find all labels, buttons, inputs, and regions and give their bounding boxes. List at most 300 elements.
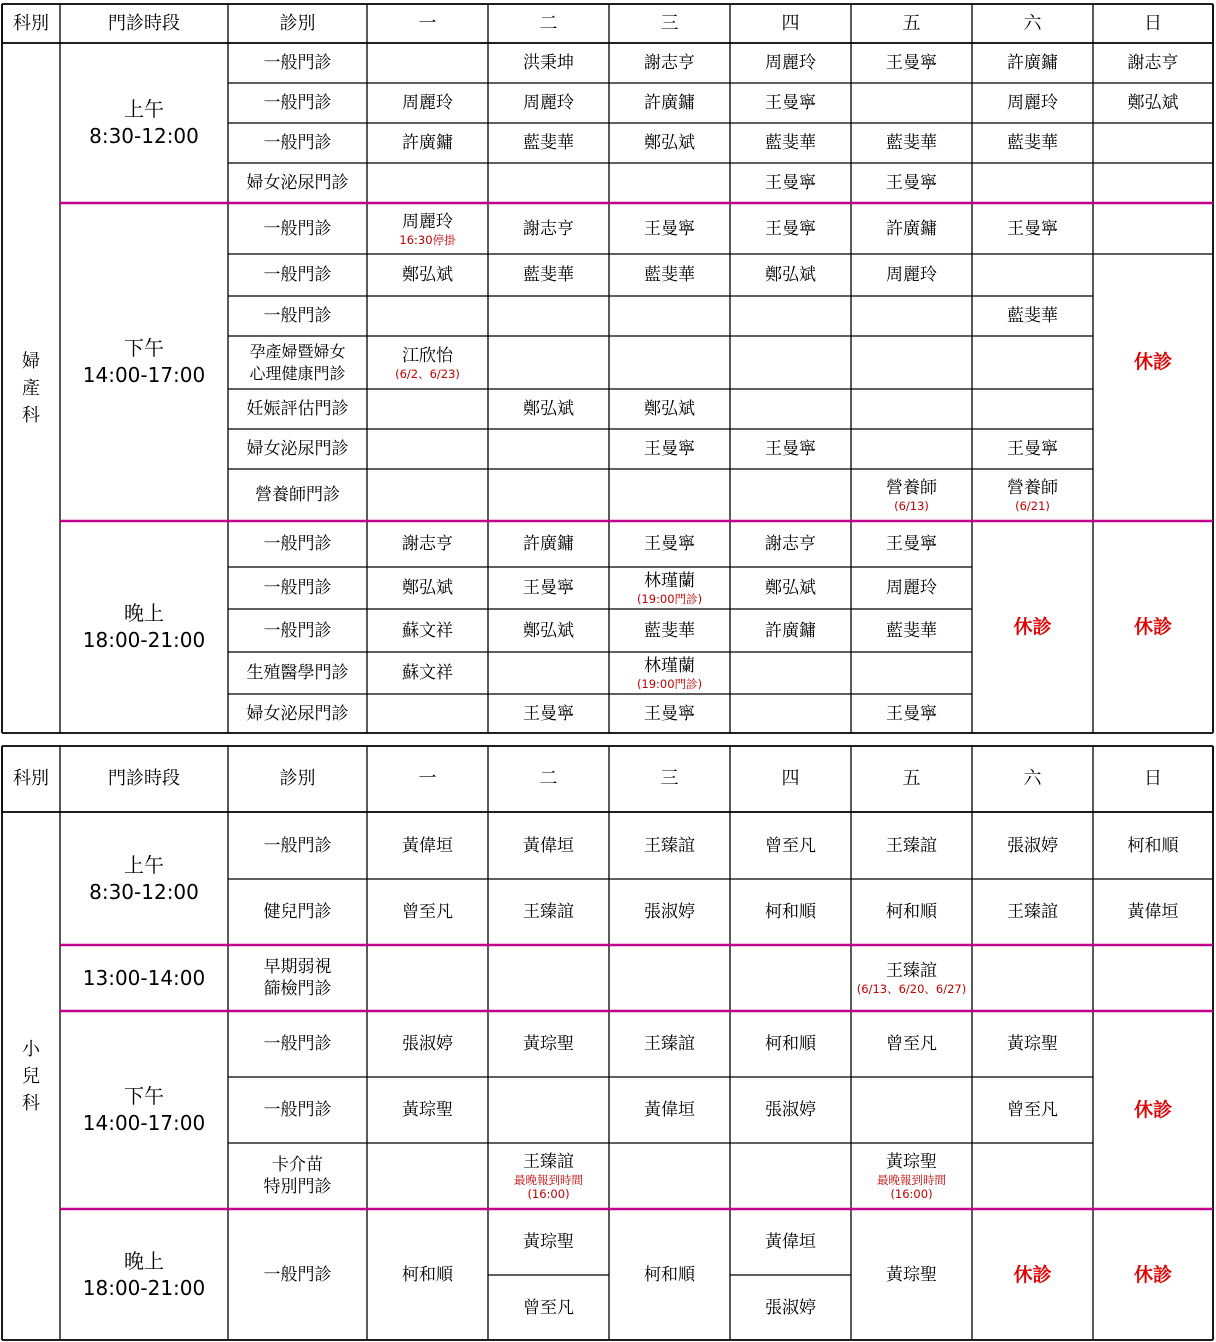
- clinic-type: 一般門診: [263, 218, 332, 239]
- doctor-name: 謝志亨: [402, 534, 453, 554]
- doctor-cell: [972, 1011, 1093, 1077]
- header-6: [730, 4, 851, 43]
- header-1: [60, 4, 228, 43]
- doctor-cell: [730, 123, 851, 163]
- doctor-cell: [609, 254, 730, 296]
- doctor-cell: [1093, 123, 1213, 163]
- doctor-name: 鄭弘斌: [402, 265, 453, 285]
- column-header: 三: [660, 12, 679, 34]
- column-header: 日: [1144, 12, 1162, 34]
- dept-name: [22, 1036, 40, 1117]
- doctor-name: 鄭弘斌: [1127, 93, 1179, 113]
- dept-name-line: 婦: [22, 350, 40, 372]
- doctor-cell: [488, 83, 609, 123]
- clinic-type-cell: [228, 1011, 367, 1077]
- doctor-cell: [609, 163, 730, 203]
- doctor-cell: [851, 1077, 972, 1143]
- clinic-type-cell: [228, 163, 367, 203]
- clinic-type-cell: [228, 567, 367, 609]
- header-2: [228, 746, 367, 812]
- doctor-name: 黃琮聖: [886, 1264, 937, 1285]
- doctor-name: 藍斐華: [886, 133, 937, 153]
- doctor-name: 許廣鏞: [886, 218, 937, 239]
- doctor-cell: [609, 1011, 730, 1077]
- clinic-type: 一般門診: [263, 53, 332, 73]
- doctor-name: 蘇文祥: [402, 663, 453, 683]
- doctor-name: 王曼寧: [886, 53, 937, 73]
- column-header: 二: [539, 12, 558, 34]
- clinic-type: 一般門診: [263, 265, 332, 285]
- header-0: [2, 746, 60, 812]
- doctor-cell: [851, 1011, 972, 1077]
- doctor-name: 謝志亨: [523, 218, 574, 239]
- doctor-name: 藍斐華: [644, 620, 695, 641]
- doctor-cell: [1093, 83, 1213, 123]
- doctor-name: 藍斐華: [523, 133, 574, 153]
- doctor-name: 鄭弘斌: [402, 578, 453, 598]
- column-header: 一: [418, 768, 437, 789]
- doctor-cell: [367, 43, 488, 83]
- doctor-cell: [367, 1011, 488, 1077]
- doctor-name: 王曼寧: [765, 93, 816, 113]
- doctor-name: 許廣鏞: [523, 534, 574, 554]
- doctor-cell: [367, 945, 488, 1011]
- doctor-name: 黃偉垣: [402, 835, 453, 856]
- doctor-cell: [851, 879, 972, 945]
- doctor-name: 王曼寧: [765, 439, 816, 459]
- doctor-cell: [730, 609, 851, 652]
- doctor-cell: [367, 521, 488, 567]
- doctor-cell: [488, 609, 609, 652]
- clinic-type-cell: [228, 694, 367, 733]
- doctor-note: (6/13、6/20、6/27): [856, 982, 967, 996]
- doctor-cell: [488, 812, 609, 879]
- doctor-name: 柯和順: [886, 902, 937, 922]
- slot-time: 14:00-17:00: [82, 363, 206, 387]
- doctor-name: 鄭弘斌: [765, 578, 816, 598]
- doctor-cell: [488, 254, 609, 296]
- doctor-cell: [609, 567, 730, 609]
- doctor-name: 許廣鏞: [1007, 53, 1058, 73]
- column-header: 一: [418, 12, 437, 34]
- closed-label: 休診: [1133, 1263, 1172, 1286]
- doctor-cell: [851, 1143, 972, 1209]
- slot-label: 晚上: [124, 1248, 164, 1273]
- clinic-type-cell: [228, 43, 367, 83]
- slot-label: 晚上: [124, 601, 164, 625]
- doctor-name: 王曼寧: [765, 218, 816, 239]
- doctor-cell: [851, 945, 972, 1011]
- doctor-name: 周麗玲: [886, 265, 937, 285]
- doctor-cell: [367, 1077, 488, 1143]
- doctor-cell: [972, 254, 1093, 296]
- doctor-name: 藍斐華: [523, 265, 574, 285]
- doctor-cell: [609, 879, 730, 945]
- doctor-name: 林瑾蘭: [644, 656, 695, 676]
- closed-cell: [1093, 521, 1213, 733]
- clinic-type-cell: [228, 1143, 367, 1209]
- doctor-cell: [730, 652, 851, 694]
- doctor-cell: [367, 469, 488, 521]
- dept-cell: [2, 812, 60, 1340]
- doctor-note: (6/2、6/23): [395, 366, 460, 381]
- doctor-name: 鄭弘斌: [644, 399, 695, 419]
- doctor-cell: [730, 521, 851, 567]
- doctor-note: (16:00): [890, 1187, 933, 1201]
- closed-label: 休診: [1013, 1263, 1052, 1286]
- clinic-type: 營養師門診: [255, 485, 340, 505]
- doctor-cell: [851, 469, 972, 521]
- clinic-type-cell: [228, 652, 367, 694]
- doctor-name: 柯和順: [402, 1264, 453, 1285]
- doctor-cell: [488, 123, 609, 163]
- doctor-name: 王臻誼: [886, 835, 937, 856]
- column-header: 四: [781, 12, 800, 34]
- doctor-cell: [851, 429, 972, 469]
- doctor-cell: [851, 296, 972, 336]
- doctor-cell: [609, 203, 730, 254]
- doctor-cell: [730, 296, 851, 336]
- doctor-cell: [488, 945, 609, 1011]
- doctor-name: 營養師: [886, 478, 937, 498]
- doctor-cell: [488, 1209, 609, 1275]
- doctor-name: 周麗玲: [402, 211, 453, 232]
- doctor-name: 王曼寧: [1007, 218, 1058, 239]
- doctor-cell: [367, 1143, 488, 1209]
- doctor-name: 謝志亨: [644, 53, 695, 73]
- slot-label: 上午: [124, 852, 164, 877]
- doctor-note: 最晚報到時間: [514, 1173, 583, 1187]
- doctor-cell: [488, 567, 609, 609]
- doctor-cell: [609, 1143, 730, 1209]
- doctor-cell: [851, 43, 972, 83]
- doctor-name: 王臻誼: [644, 835, 695, 856]
- doctor-cell: [851, 123, 972, 163]
- slot-afternoon: [60, 1011, 228, 1209]
- doctor-name: 王曼寧: [1007, 439, 1058, 459]
- doctor-cell: [730, 389, 851, 429]
- doctor-name: 王曼寧: [644, 703, 695, 724]
- doctor-cell: [972, 469, 1093, 521]
- doctor-cell: [609, 43, 730, 83]
- clinic-type: 一般門診: [263, 620, 332, 641]
- closed-cell: [1093, 1011, 1213, 1209]
- doctor-name: 張淑婷: [765, 1297, 816, 1318]
- doctor-name: 柯和順: [644, 1264, 695, 1285]
- doctor-cell: [730, 567, 851, 609]
- header-7: [851, 746, 972, 812]
- doctor-cell: [851, 83, 972, 123]
- slot-morning: [60, 812, 228, 945]
- doctor-cell: [851, 694, 972, 733]
- doctor-name: 黃琮聖: [1007, 1034, 1058, 1054]
- doctor-cell: [730, 694, 851, 733]
- clinic-type: 一般門診: [263, 306, 332, 326]
- doctor-cell: [730, 429, 851, 469]
- doctor-cell: [972, 163, 1093, 203]
- clinic-type-cell: [228, 203, 367, 254]
- doctor-name: 王臻誼: [523, 902, 574, 922]
- doctor-cell: [609, 1077, 730, 1143]
- clinic-type-cell: [228, 296, 367, 336]
- doctor-name: 黃偉垣: [1127, 902, 1179, 922]
- clinic-type: 一般門診: [263, 534, 332, 554]
- clinic-type-cell: [228, 83, 367, 123]
- column-header: 二: [539, 768, 558, 789]
- clinic-type-cell: [228, 389, 367, 429]
- dept-cell: [2, 43, 60, 733]
- slot-time: 8:30-12:00: [89, 124, 199, 148]
- doctor-cell: [367, 254, 488, 296]
- clinic-type-cell: [228, 1077, 367, 1143]
- clinic-type: 婦女泌尿門診: [246, 173, 349, 193]
- doctor-cell: [851, 652, 972, 694]
- doctor-cell: [488, 1011, 609, 1077]
- doctor-cell: [367, 609, 488, 652]
- doctor-cell: [972, 1143, 1093, 1209]
- doctor-cell: [367, 296, 488, 336]
- slot-afternoon: [60, 203, 228, 521]
- clinic-type: [264, 1154, 332, 1198]
- doctor-cell: [972, 389, 1093, 429]
- doctor-cell: [730, 83, 851, 123]
- doctor-name: 王曼寧: [886, 173, 937, 193]
- doctor-cell: [367, 694, 488, 733]
- doctor-cell: [488, 879, 609, 945]
- clinic-type-line: 早期弱視: [263, 957, 332, 977]
- closed-label: 休診: [1133, 1099, 1172, 1121]
- dept-name-line: 科: [22, 404, 40, 426]
- doctor-cell: [367, 652, 488, 694]
- doctor-cell: [609, 1209, 730, 1340]
- clinic-type-cell: [228, 429, 367, 469]
- doctor-name: 周麗玲: [523, 93, 574, 113]
- doctor-cell: [488, 1143, 609, 1209]
- doctor-name: 林瑾蘭: [644, 571, 695, 591]
- doctor-cell: [609, 945, 730, 1011]
- dept-name-line: 科: [22, 1092, 40, 1114]
- doctor-name: 藍斐華: [1007, 306, 1058, 326]
- doctor-cell: [851, 521, 972, 567]
- doctor-name: 許廣鏞: [402, 133, 453, 153]
- closed-label: 休診: [1133, 616, 1172, 638]
- doctor-cell: [851, 812, 972, 879]
- column-header: 門診時段: [108, 768, 180, 789]
- doctor-cell: [609, 652, 730, 694]
- doctor-name: 張淑婷: [1007, 835, 1058, 856]
- doctor-cell: [851, 336, 972, 389]
- doctor-name: 藍斐華: [886, 620, 937, 641]
- doctor-name: 鄭弘斌: [523, 620, 574, 641]
- doctor-name: 黃偉垣: [765, 1232, 816, 1252]
- doctor-cell: [609, 429, 730, 469]
- doctor-cell: [1093, 879, 1213, 945]
- doctor-name: 黃偉垣: [644, 1100, 695, 1120]
- doctor-cell: [367, 879, 488, 945]
- doctor-name: 蘇文祥: [402, 620, 453, 641]
- clinic-type-cell: [228, 879, 367, 945]
- doctor-cell: [609, 389, 730, 429]
- doctor-cell: [488, 163, 609, 203]
- doctor-name: 張淑婷: [765, 1100, 816, 1120]
- doctor-cell: [730, 254, 851, 296]
- clinic-type-line: 心理健康門診: [249, 363, 346, 383]
- doctor-note: 16:30停掛: [399, 232, 456, 247]
- slot-noon: [60, 945, 228, 1011]
- doctor-cell: [730, 203, 851, 254]
- closed-cell: [972, 521, 1093, 733]
- doctor-cell: [609, 336, 730, 389]
- doctor-name: 鄭弘斌: [644, 133, 695, 153]
- doctor-note: 最晚報到時間: [877, 1173, 946, 1187]
- clinic-type: [264, 956, 332, 1000]
- doctor-cell: [609, 812, 730, 879]
- doctor-cell: [730, 945, 851, 1011]
- header-6: [730, 746, 851, 812]
- doctor-cell: [488, 521, 609, 567]
- slot-label: 下午: [124, 336, 164, 360]
- clinic-type-cell: [228, 812, 367, 879]
- header-3: [367, 4, 488, 43]
- header-2: [228, 4, 367, 43]
- clinic-type-cell: [228, 123, 367, 163]
- header-4: [488, 4, 609, 43]
- doctor-name: 曾至凡: [1007, 1100, 1058, 1120]
- clinic-type-cell: [228, 1209, 367, 1340]
- doctor-name: 周麗玲: [886, 578, 937, 598]
- header-1: [60, 746, 228, 812]
- clinic-type-line: 篩檢門診: [263, 979, 332, 999]
- doctor-cell: [972, 123, 1093, 163]
- slot-morning: [60, 43, 228, 203]
- doctor-cell: [972, 296, 1093, 336]
- doctor-cell: [367, 203, 488, 254]
- column-header: 五: [902, 768, 921, 789]
- doctor-cell: [609, 83, 730, 123]
- header-8: [972, 746, 1093, 812]
- doctor-note: (6/13): [894, 499, 929, 513]
- doctor-name: 曾至凡: [886, 1034, 937, 1054]
- clinic-type: 一般門診: [263, 1034, 332, 1054]
- dept-name-line: 小: [22, 1038, 40, 1060]
- doctor-name: 營養師: [1007, 478, 1058, 498]
- slot-label: 下午: [124, 1084, 164, 1108]
- closed-cell: [1093, 1209, 1213, 1340]
- clinic-type-cell: [228, 469, 367, 521]
- doctor-name: 王曼寧: [886, 703, 937, 724]
- column-header: 六: [1023, 12, 1042, 34]
- doctor-name: 洪秉坤: [523, 53, 574, 73]
- doctor-cell: [851, 203, 972, 254]
- slot-time: 13:00-14:00: [82, 965, 206, 990]
- doctor-name: 曾至凡: [765, 835, 816, 856]
- doctor-name: 王曼寧: [523, 703, 574, 724]
- doctor-name: 周麗玲: [402, 93, 453, 113]
- doctor-cell: [488, 1077, 609, 1143]
- doctor-cell: [609, 123, 730, 163]
- doctor-name: 黃琮聖: [523, 1034, 574, 1054]
- doctor-cell: [1093, 163, 1213, 203]
- clinic-type: 一般門診: [263, 835, 332, 856]
- doctor-cell: [972, 1077, 1093, 1143]
- header-9: [1093, 4, 1213, 43]
- doctor-cell: [972, 203, 1093, 254]
- doctor-cell: [730, 1077, 851, 1143]
- doctor-name: 王臻誼: [644, 1034, 695, 1054]
- doctor-name: 王曼寧: [644, 218, 695, 239]
- doctor-name: 周麗玲: [765, 53, 816, 73]
- doctor-cell: [851, 254, 972, 296]
- clinic-type: [249, 341, 345, 385]
- doctor-name: 黃琮聖: [402, 1100, 453, 1120]
- doctor-cell: [609, 609, 730, 652]
- closed-cell: [972, 1209, 1093, 1340]
- doctor-name: 柯和順: [765, 902, 816, 922]
- closed-label: 休診: [1013, 616, 1052, 638]
- doctor-cell: [730, 1275, 851, 1340]
- doctor-note: (6/21): [1015, 499, 1050, 513]
- doctor-cell: [609, 469, 730, 521]
- doctor-cell: [972, 429, 1093, 469]
- doctor-cell: [1093, 945, 1213, 1011]
- doctor-cell: [367, 567, 488, 609]
- doctor-name: 黃琮聖: [523, 1232, 574, 1252]
- column-header: 六: [1023, 768, 1042, 789]
- doctor-name: 黃偉垣: [523, 835, 574, 856]
- clinic-type: 一般門診: [263, 1100, 332, 1120]
- doctor-name: 藍斐華: [765, 133, 816, 153]
- doctor-cell: [730, 812, 851, 879]
- doctor-cell: [730, 1143, 851, 1209]
- doctor-cell: [730, 879, 851, 945]
- doctor-name: 柯和順: [1127, 835, 1179, 856]
- doctor-cell: [972, 812, 1093, 879]
- doctor-cell: [609, 694, 730, 733]
- doctor-cell: [1093, 812, 1213, 879]
- doctor-name: 鄭弘斌: [765, 265, 816, 285]
- doctor-name: 黃琮聖: [886, 1152, 937, 1172]
- doctor-cell: [488, 296, 609, 336]
- clinic-type: 生殖醫學門診: [246, 663, 349, 683]
- doctor-name: 曾至凡: [523, 1297, 574, 1318]
- dept-name-line: 兒: [22, 1065, 40, 1087]
- doctor-note: (19:00門診): [636, 592, 703, 606]
- column-header: 日: [1144, 768, 1162, 789]
- doctor-name: 周麗玲: [1007, 93, 1058, 113]
- column-header: 診別: [279, 12, 316, 34]
- doctor-cell: [488, 43, 609, 83]
- doctor-cell: [609, 521, 730, 567]
- slot-label: 上午: [124, 97, 164, 121]
- doctor-note: (19:00門診): [636, 677, 703, 691]
- clinic-type: 一般門診: [263, 133, 332, 153]
- header-3: [367, 746, 488, 812]
- slot-time: 14:00-17:00: [82, 1111, 206, 1135]
- doctor-cell: [730, 1209, 851, 1275]
- doctor-name: 張淑婷: [644, 902, 695, 922]
- doctor-cell: [488, 694, 609, 733]
- clinic-type-cell: [228, 336, 367, 389]
- doctor-cell: [730, 1011, 851, 1077]
- doctor-cell: [367, 336, 488, 389]
- doctor-note: (16:00): [527, 1187, 570, 1201]
- doctor-name: 王曼寧: [644, 439, 695, 459]
- doctor-name: 王臻誼: [1007, 902, 1058, 922]
- doctor-cell: [851, 163, 972, 203]
- doctor-cell: [488, 389, 609, 429]
- header-4: [488, 746, 609, 812]
- doctor-cell: [367, 83, 488, 123]
